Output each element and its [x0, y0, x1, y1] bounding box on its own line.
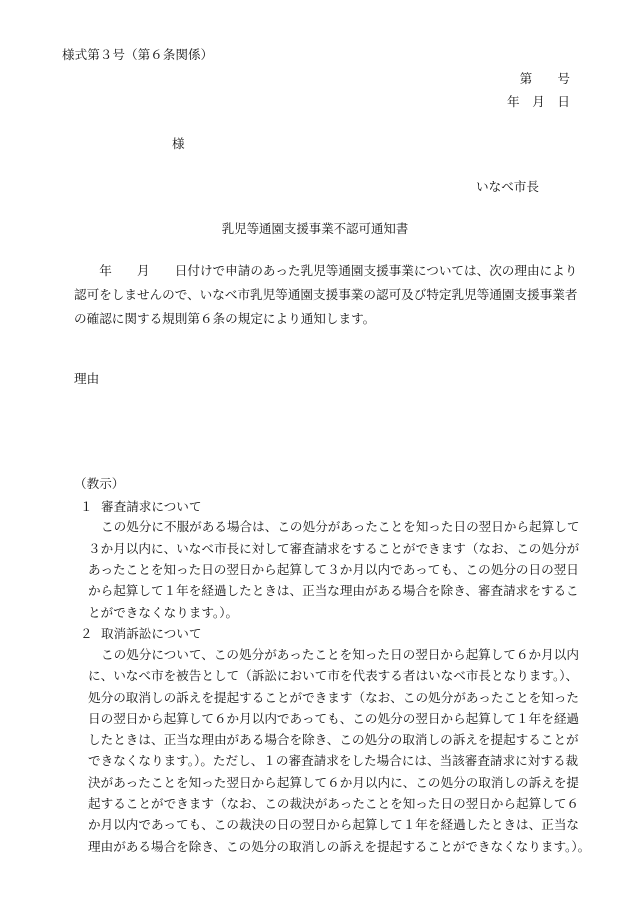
- notice-line: 決があったことを知った翌日から起算して６か月以内に、この処分の取消しの訴えを提: [88, 775, 580, 790]
- notice-item-number: １: [80, 499, 93, 514]
- issuer: いなべ市長: [476, 179, 539, 194]
- body-line: 認可をしませんので、いなべ市乳児等通園支援事業の認可及び特定乳児等通園支援事業者: [74, 287, 578, 302]
- body-line: 年 月 日付けで申請のあった乳児等通園支援事業については、次の理由により: [74, 263, 578, 278]
- reason-label: 理由: [74, 371, 100, 386]
- notice-line: できなくなります。）。ただし、１の審査請求をした場合には、当該審査請求に対する裁: [88, 753, 579, 768]
- notice-line: に、いなべ市を被告として（訴訟において市を代表する者はいなべ市長となります。）、: [88, 668, 579, 683]
- notice-line: から起算して１年を経過したときは、正当な理由がある場合を除き、審査請求をするこ: [88, 583, 579, 598]
- body-line: の確認に関する規則第６条の規定により通知します。: [74, 311, 376, 326]
- document-number: 第 号: [519, 71, 570, 86]
- document-title: 乳児等通園支援事業不認可通知書: [221, 221, 409, 236]
- notice-item-number: ２: [80, 626, 93, 641]
- notice-line: 理由がある場合を除き、この処分の取消しの訴えを提起することができなくなります。）。: [88, 839, 591, 854]
- notice-line: とができなくなります。）。: [88, 605, 239, 620]
- notice-line: この処分について、この処分があったことを知った日の翌日から起算して６か月以内: [101, 647, 579, 662]
- addressee-suffix: 様: [172, 136, 185, 151]
- notice-line: 日の翌日から起算して６か月以内であっても、この処分の翌日から起算して１年を経過: [88, 711, 580, 726]
- notice-heading: （教示）: [74, 476, 125, 491]
- form-label: 様式第３号（第６条関係）: [62, 47, 214, 62]
- notice-item-title: 審査請求について: [101, 499, 202, 514]
- notice-line: あったことを知った日の翌日から起算して３か月以内であっても、この処分の日の翌日: [88, 562, 579, 577]
- notice-line: か月以内であっても、この裁決の日の翌日から起算して１年を経過したときは、正当な: [88, 817, 580, 832]
- document-date: 年 月 日: [507, 94, 570, 109]
- notice-item-title: 取消訴訟について: [101, 626, 202, 641]
- notice-line: 起することができます（なお、この裁決があったことを知った日の翌日から起算して６: [88, 796, 580, 811]
- notice-line: したときは、正当な理由がある場合を除き、この処分の取消しの訴えを提起することが: [88, 732, 579, 747]
- notice-line: ３か月以内に、いなべ市長に対して審査請求をすることができます（なお、この処分が: [88, 541, 580, 556]
- notice-line: 処分の取消しの訴えを提起することができます（なお、この処分があったことを知った: [88, 690, 580, 705]
- notice-line: この処分に不服がある場合は、この処分があったことを知った日の翌日から起算して: [101, 519, 580, 534]
